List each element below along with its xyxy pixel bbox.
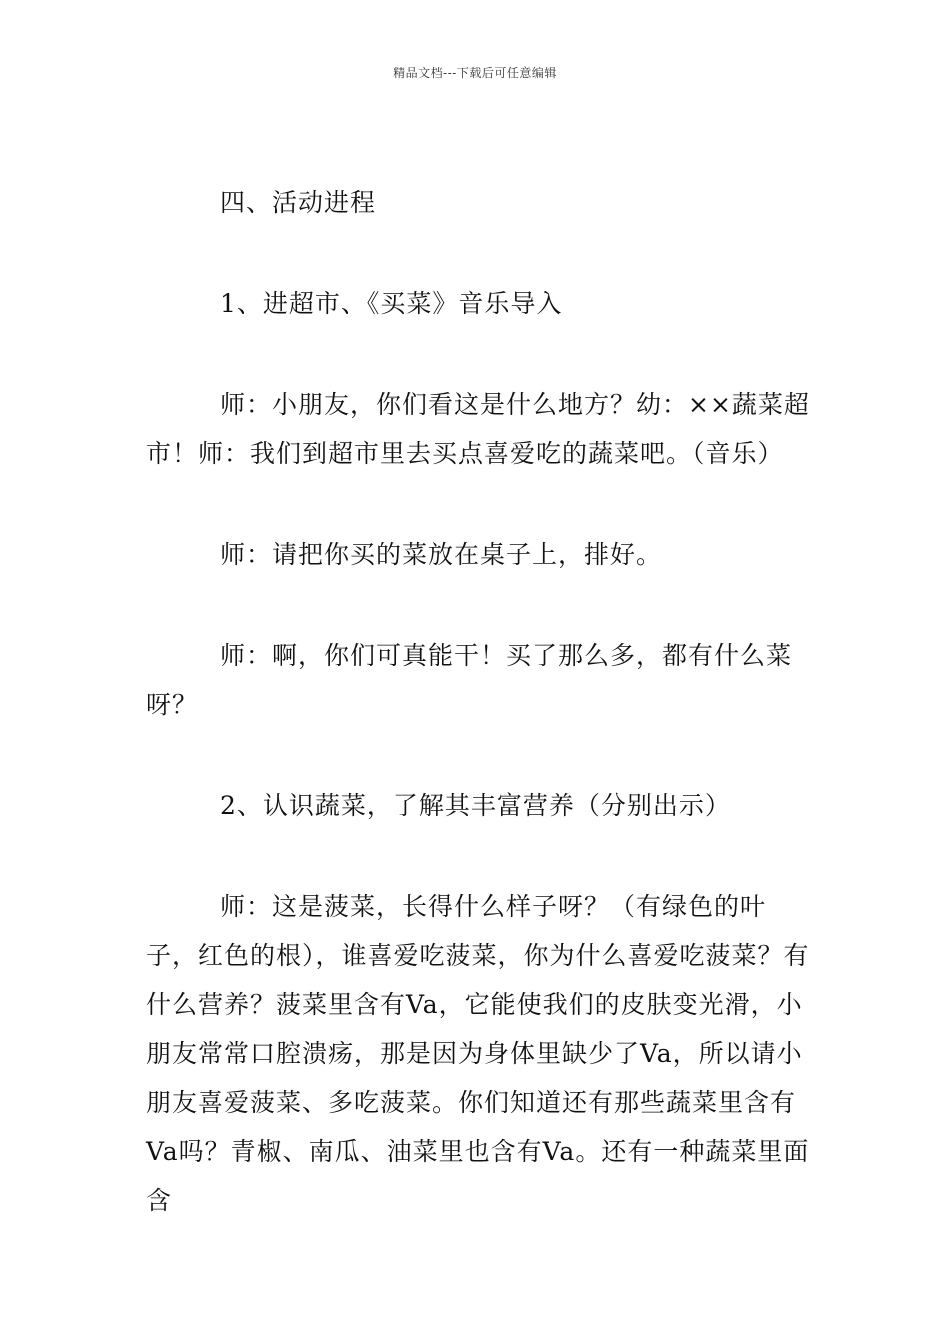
dialogue-paragraph: 师：请把你买的菜放在桌子上，排好。 [220,540,663,569]
step-heading-know-vegetables: 2、认识蔬菜，了解其丰富营养（分别出示） [220,791,731,820]
document-body [146,178,810,1225]
page-header: 精品文档---下载后可任意编辑 [393,66,557,80]
section-heading-activity-process: 四、活动进程 [220,188,377,217]
dialogue-paragraph: 师：这是菠菜，长得什么样子呀？（有绿色的叶子，红色的根），谁喜爱吃菠菜，你为什么喜爱吃菠菜？有什么营养？菠菜里含有Va，它能使我们的皮肤变光滑，小朋友常常口腔溃疡，那是因为身体里缺少了Va，所以请小朋友喜爱菠菜、多吃菠菜。你们知道还有那些蔬菜里含有Va吗？青椒、南瓜、油菜里也含有Va。还有一种蔬菜里面含 [146,892,810,1215]
step-heading-supermarket: 1、进超市、《买菜》音乐导入 [220,289,563,318]
dialogue-paragraph: 师：小朋友，你们看这是什么地方？幼：××蔬菜超市！师：我们到超市里去买点喜爱吃的蔬菜吧。（音乐） [146,390,810,468]
dialogue-paragraph: 师：啊，你们可真能干！买了那么多，都有什么菜呀？ [146,641,793,719]
